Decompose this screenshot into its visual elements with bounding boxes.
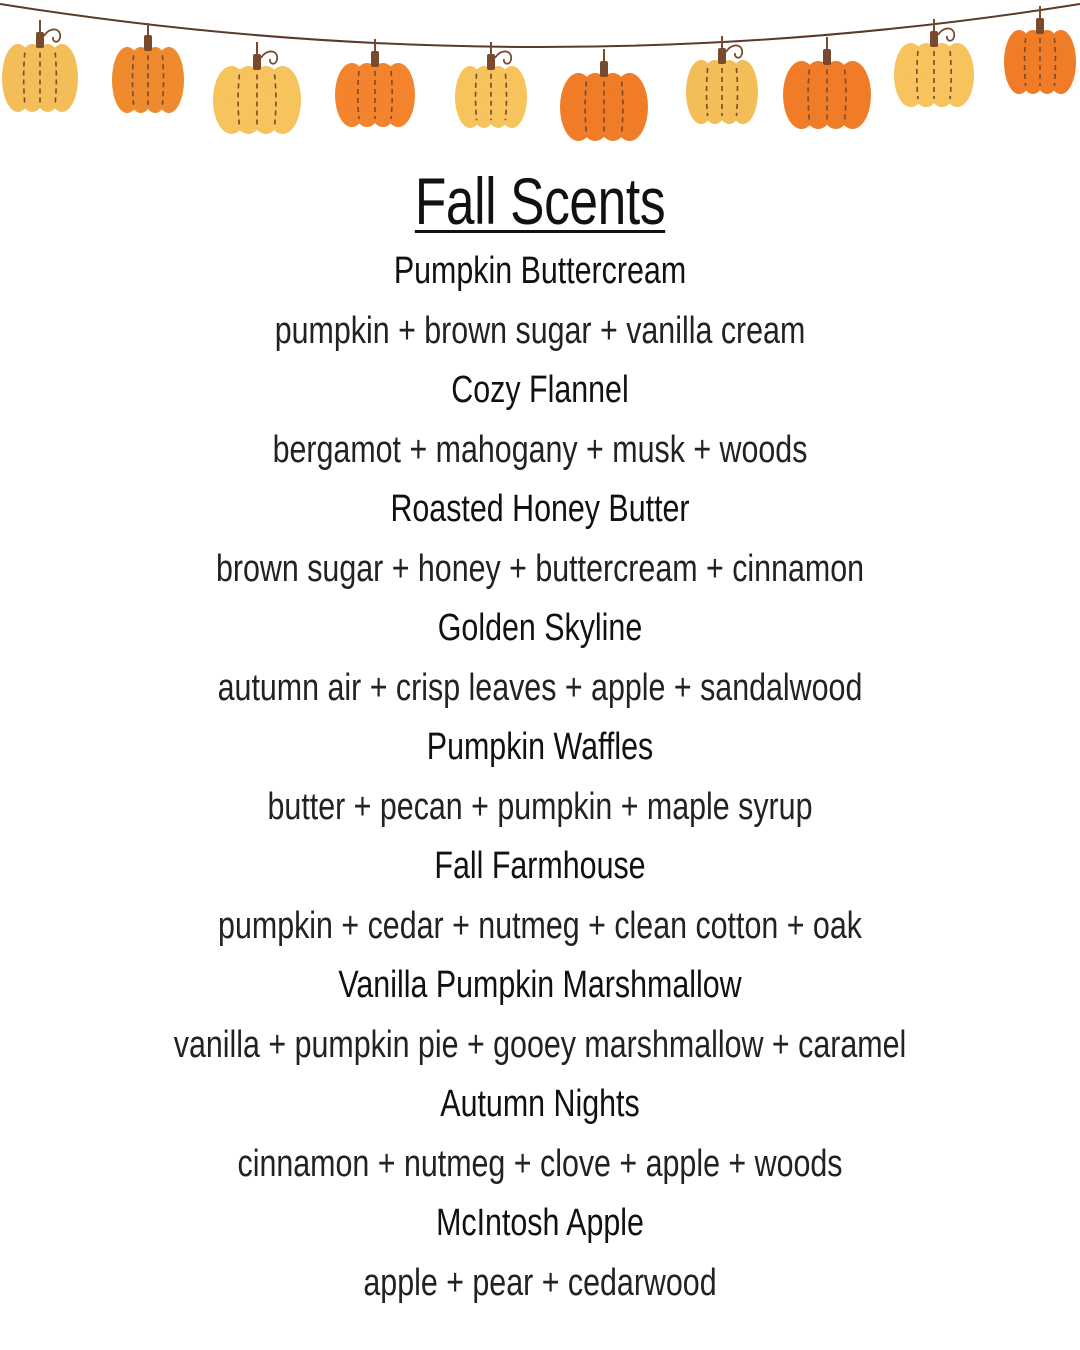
scent-notes: butter + pecan + pumpkin + maple syrup bbox=[267, 786, 813, 828]
pumpkin-icon bbox=[894, 19, 974, 107]
scent-item bbox=[0, 361, 1080, 480]
pumpkin-icon bbox=[335, 39, 415, 127]
scent-name: McIntosh Apple bbox=[436, 1202, 644, 1244]
scent-name: Roasted Honey Butter bbox=[390, 488, 690, 530]
scent-item bbox=[0, 480, 1080, 599]
scent-name: Pumpkin Buttercream bbox=[393, 250, 687, 292]
scent-item bbox=[0, 1075, 1080, 1194]
scent-notes: cinnamon + nutmeg + clove + apple + woods bbox=[237, 1143, 843, 1185]
scent-name: Fall Farmhouse bbox=[434, 845, 646, 887]
pumpkin-icon bbox=[560, 49, 648, 141]
scent-notes: brown sugar + honey + buttercream + cinnamon bbox=[215, 548, 865, 590]
scent-notes: pumpkin + cedar + nutmeg + clean cotton + oak bbox=[218, 905, 862, 947]
scent-item bbox=[0, 837, 1080, 956]
scent-name: Autumn Nights bbox=[440, 1083, 640, 1125]
scent-list bbox=[0, 242, 1080, 1313]
pumpkin-icon bbox=[2, 20, 78, 112]
scent-notes: vanilla + pumpkin pie + gooey marshmallow + caramel bbox=[173, 1024, 907, 1066]
pumpkin-icon bbox=[112, 23, 184, 113]
scent-menu bbox=[0, 160, 1080, 1313]
scent-notes: bergamot + mahogany + musk + woods bbox=[272, 429, 808, 471]
pumpkin-icon bbox=[1004, 6, 1076, 94]
scent-item bbox=[0, 718, 1080, 837]
garland-string bbox=[0, 4, 1080, 47]
pumpkin-garland bbox=[0, 0, 1080, 150]
pumpkin-icon bbox=[686, 36, 758, 124]
pumpkin-icon bbox=[783, 37, 871, 129]
scent-name: Vanilla Pumpkin Marshmallow bbox=[338, 964, 742, 1006]
scent-item bbox=[0, 1194, 1080, 1313]
scent-item bbox=[0, 242, 1080, 361]
scent-name: Cozy Flannel bbox=[451, 369, 629, 411]
scent-notes: apple + pear + cedarwood bbox=[363, 1262, 717, 1304]
pumpkin-icon bbox=[455, 42, 527, 128]
scent-notes: autumn air + crisp leaves + apple + sandalwood bbox=[217, 667, 863, 709]
scent-item bbox=[0, 956, 1080, 1075]
pumpkin-icon bbox=[213, 42, 301, 134]
scent-item bbox=[0, 599, 1080, 718]
scent-notes: pumpkin + brown sugar + vanilla cream bbox=[274, 310, 806, 352]
scent-name: Golden Skyline bbox=[437, 607, 643, 649]
pumpkin-garland-graphic bbox=[0, 0, 1080, 150]
page-title: Fall Scents bbox=[414, 164, 666, 238]
scent-name: Pumpkin Waffles bbox=[426, 726, 654, 768]
